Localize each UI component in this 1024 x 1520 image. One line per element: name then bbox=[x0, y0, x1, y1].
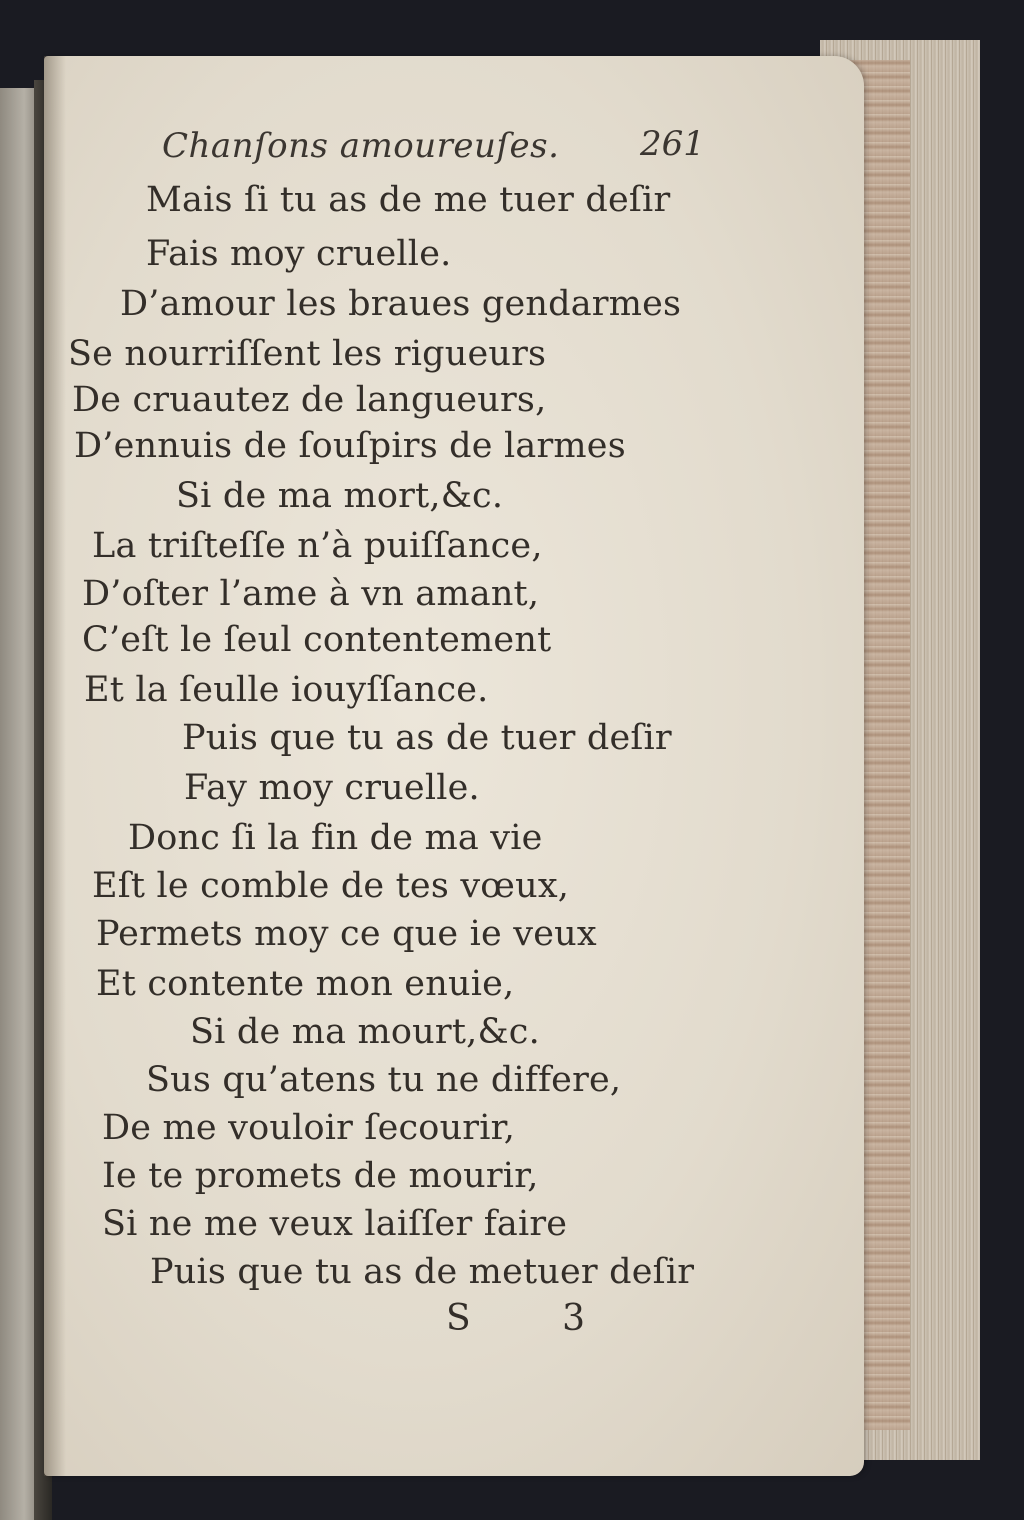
verse-line: Fay moy cruelle. bbox=[184, 768, 480, 808]
verse-line: Si ne me veux laiſſer faire bbox=[102, 1204, 568, 1244]
verse-line: Donc ſi la fin de ma vie bbox=[128, 818, 543, 858]
verse-line: Mais ſi tu as de me tuer deſir bbox=[146, 180, 671, 220]
gutter-shadow bbox=[44, 56, 66, 1476]
verse-line: La triſteſſe n’à puiſſance, bbox=[92, 526, 543, 566]
verse-line: D’oſter l’ame à vn amant, bbox=[82, 574, 540, 614]
verse-line: Puis que tu as de metuer deſir bbox=[150, 1252, 695, 1292]
verse-line: Et la ſeulle iouyſſance. bbox=[84, 670, 489, 710]
running-head: Chanſons amoureuſes. bbox=[162, 126, 560, 166]
verse-line: Et contente mon enuie, bbox=[96, 964, 515, 1004]
verse-line: Puis que tu as de tuer deſir bbox=[182, 718, 672, 758]
page-number: 261 bbox=[640, 124, 705, 164]
verse-line: Ie te promets de mourir, bbox=[102, 1156, 539, 1196]
verse-line: Fais moy cruelle. bbox=[146, 234, 452, 274]
verse-line: Eſt le comble de tes vœux, bbox=[92, 866, 570, 906]
verse-line: C’eſt le ſeul contentement bbox=[82, 620, 552, 660]
verse-line: De me vouloir ſecourir, bbox=[102, 1108, 516, 1148]
signature-mark: S 3 bbox=[446, 1298, 626, 1339]
verse-line: Si de ma mourt,&c. bbox=[190, 1012, 540, 1052]
verse-line: De cruautez de langueurs, bbox=[72, 380, 547, 420]
verse-line: Permets moy ce que ie veux bbox=[96, 914, 597, 954]
verse-line: Se nourriſſent les rigueurs bbox=[68, 334, 547, 374]
verse-line: Si de ma mort,&c. bbox=[176, 476, 504, 516]
verse-line: D’ennuis de ſouſpirs de larmes bbox=[74, 426, 626, 466]
verse-line: D’amour les braues gendarmes bbox=[120, 284, 682, 324]
verse-line: Sus qu’atens tu ne differe, bbox=[146, 1060, 622, 1100]
